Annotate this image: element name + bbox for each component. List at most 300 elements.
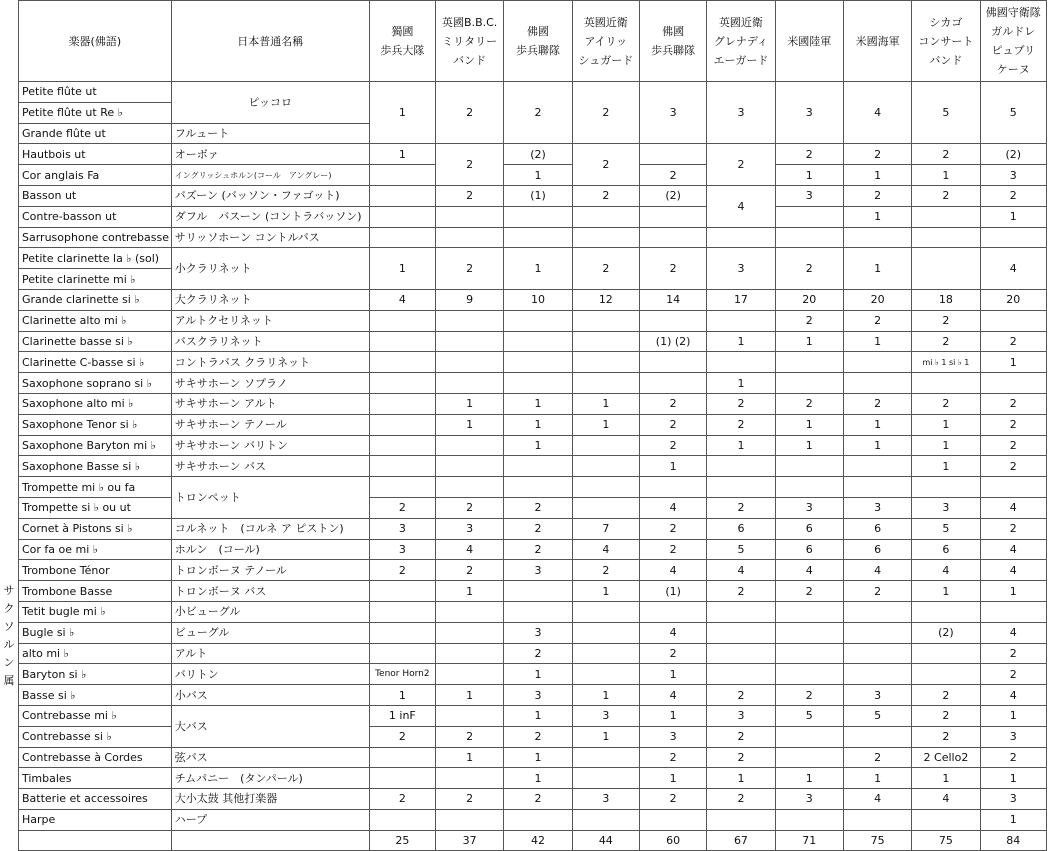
count-cell: 1 bbox=[912, 456, 980, 477]
count-cell: 1 bbox=[775, 165, 843, 186]
table-row bbox=[19, 373, 1047, 394]
count-cell: 2 bbox=[707, 747, 775, 768]
instrument-cell: Clarinette basse si ♭ bbox=[19, 331, 172, 352]
count-cell: 1 bbox=[843, 331, 911, 352]
table-row bbox=[19, 664, 1047, 685]
count-cell bbox=[572, 497, 639, 518]
count-cell bbox=[369, 747, 435, 768]
count-cell: 6 bbox=[912, 539, 980, 560]
count-cell bbox=[707, 643, 775, 664]
count-cell bbox=[639, 144, 706, 165]
count-cell: 1 bbox=[572, 726, 639, 747]
count-cell: 2 bbox=[572, 185, 639, 206]
japanese-name-cell: バズーン (バッソン・ファゴット) bbox=[171, 185, 369, 206]
instrument-cell: Batterie et accessoires bbox=[19, 789, 172, 810]
count-cell bbox=[369, 643, 435, 664]
count-cell: 2 bbox=[912, 685, 980, 706]
instrument-cell: Saxophone Baryton mi ♭ bbox=[19, 435, 172, 456]
japanese-name-cell: バスクラリネット bbox=[171, 331, 369, 352]
count-cell: 1 bbox=[980, 809, 1046, 830]
instrument-cell: Bugle si ♭ bbox=[19, 622, 172, 643]
count-cell: 1 bbox=[639, 664, 706, 685]
count-cell: 2 bbox=[775, 393, 843, 414]
instrument-cell: Trombone Ténor bbox=[19, 560, 172, 581]
table-row bbox=[19, 165, 1047, 186]
count-cell bbox=[843, 352, 911, 373]
count-cell: 3 bbox=[369, 518, 435, 539]
count-cell: 6 bbox=[775, 518, 843, 539]
total-cell: 75 bbox=[843, 830, 911, 851]
count-cell: 3 bbox=[775, 185, 843, 206]
count-cell: 3 bbox=[843, 497, 911, 518]
count-cell: 1 bbox=[843, 768, 911, 789]
table-row bbox=[19, 144, 1047, 165]
instrument-cell: alto mi ♭ bbox=[19, 643, 172, 664]
count-cell bbox=[369, 331, 435, 352]
count-cell: 14 bbox=[639, 289, 706, 310]
total-cell: 67 bbox=[707, 830, 775, 851]
table-row bbox=[19, 622, 1047, 643]
count-cell: 1 bbox=[369, 82, 435, 144]
header-instrument-french: 楽器(佛語) bbox=[19, 1, 172, 82]
count-cell bbox=[843, 456, 911, 477]
count-cell bbox=[572, 310, 639, 331]
count-cell: 5 bbox=[843, 705, 911, 726]
count-cell: Tenor Horn2 bbox=[369, 664, 435, 685]
count-cell: 3 bbox=[504, 622, 572, 643]
count-cell bbox=[572, 331, 639, 352]
count-cell: 4 bbox=[775, 560, 843, 581]
count-cell: 1 bbox=[369, 144, 435, 165]
count-cell: 4 bbox=[639, 560, 706, 581]
count-cell: 2 bbox=[843, 185, 911, 206]
count-cell bbox=[912, 601, 980, 622]
count-cell bbox=[980, 477, 1046, 498]
count-cell bbox=[843, 227, 911, 248]
count-cell: 2 bbox=[912, 331, 980, 352]
count-cell: 2 bbox=[504, 539, 572, 560]
count-cell: 2 bbox=[639, 414, 706, 435]
instrument-cell: Basse si ♭ bbox=[19, 685, 172, 706]
count-cell: 1 bbox=[775, 435, 843, 456]
count-cell: 6 bbox=[843, 518, 911, 539]
header-japanese-name: 日本普通名稱 bbox=[171, 1, 369, 82]
table-row bbox=[19, 581, 1047, 602]
count-cell bbox=[572, 809, 639, 830]
count-cell: 2 bbox=[707, 581, 775, 602]
count-cell: 1 bbox=[504, 768, 572, 789]
count-cell: 2 bbox=[707, 789, 775, 810]
count-cell: 7 bbox=[572, 518, 639, 539]
count-cell bbox=[369, 393, 435, 414]
count-cell: 2 bbox=[912, 393, 980, 414]
count-cell bbox=[369, 622, 435, 643]
count-cell bbox=[369, 456, 435, 477]
count-cell bbox=[572, 352, 639, 373]
count-cell bbox=[436, 477, 504, 498]
table-row bbox=[19, 227, 1047, 248]
count-cell bbox=[572, 477, 639, 498]
instrument-cell: Contrebasse mi ♭ bbox=[19, 705, 172, 726]
count-cell bbox=[775, 809, 843, 830]
table-row bbox=[19, 518, 1047, 539]
count-cell: 2 bbox=[980, 643, 1046, 664]
instrument-cell: Saxophone alto mi ♭ bbox=[19, 393, 172, 414]
count-cell: 2 bbox=[369, 560, 435, 581]
count-cell bbox=[436, 310, 504, 331]
count-cell: 1 bbox=[639, 705, 706, 726]
count-cell: 3 bbox=[369, 539, 435, 560]
count-cell bbox=[572, 227, 639, 248]
count-cell bbox=[707, 456, 775, 477]
count-cell: 2 bbox=[369, 497, 435, 518]
japanese-name-cell: 大バス bbox=[171, 705, 369, 747]
count-cell: 1 bbox=[639, 768, 706, 789]
japanese-name-cell: 弦バス bbox=[171, 747, 369, 768]
count-cell bbox=[572, 768, 639, 789]
count-cell bbox=[572, 206, 639, 227]
table-row bbox=[19, 705, 1047, 726]
count-cell bbox=[980, 373, 1046, 394]
count-cell bbox=[639, 601, 706, 622]
count-cell: 2 bbox=[504, 643, 572, 664]
count-cell: 2 bbox=[707, 414, 775, 435]
count-cell: 1 bbox=[843, 435, 911, 456]
count-cell bbox=[504, 206, 572, 227]
instrument-cell: Basson ut bbox=[19, 185, 172, 206]
japanese-name-cell: トロンペット bbox=[171, 477, 369, 519]
total-cell: 25 bbox=[369, 830, 435, 851]
count-cell bbox=[436, 331, 504, 352]
count-cell bbox=[775, 227, 843, 248]
table-row bbox=[19, 789, 1047, 810]
japanese-name-cell: 小ビューグル bbox=[171, 601, 369, 622]
count-cell: 10 bbox=[504, 289, 572, 310]
count-cell: 2 bbox=[572, 82, 639, 144]
header-band: 獨國 歩兵大隊 bbox=[369, 1, 435, 82]
count-cell: 1 bbox=[912, 768, 980, 789]
count-cell bbox=[912, 664, 980, 685]
count-cell: 1 bbox=[707, 768, 775, 789]
japanese-name-cell: サリッソホーン コントルバス bbox=[171, 227, 369, 248]
count-cell: 2 bbox=[707, 497, 775, 518]
count-cell: 2 bbox=[369, 789, 435, 810]
count-cell: 1 bbox=[775, 768, 843, 789]
count-cell bbox=[707, 601, 775, 622]
count-cell: 4 bbox=[980, 622, 1046, 643]
count-cell bbox=[639, 477, 706, 498]
count-cell bbox=[369, 809, 435, 830]
count-cell: 1 bbox=[980, 352, 1046, 373]
japanese-name-cell: 大クラリネット bbox=[171, 289, 369, 310]
count-cell bbox=[572, 373, 639, 394]
table-row bbox=[19, 643, 1047, 664]
count-cell: 4 bbox=[369, 289, 435, 310]
count-cell: 2 bbox=[707, 393, 775, 414]
count-cell bbox=[639, 809, 706, 830]
instrument-cell: Timbales bbox=[19, 768, 172, 789]
count-cell bbox=[436, 435, 504, 456]
count-cell: 3 bbox=[572, 789, 639, 810]
count-cell: 3 bbox=[504, 685, 572, 706]
count-cell: 1 bbox=[912, 435, 980, 456]
table-row bbox=[19, 560, 1047, 581]
count-cell: 2 bbox=[775, 685, 843, 706]
count-cell bbox=[912, 227, 980, 248]
count-cell: 4 bbox=[912, 789, 980, 810]
total-cell: 71 bbox=[775, 830, 843, 851]
count-cell: 20 bbox=[843, 289, 911, 310]
count-cell bbox=[775, 206, 843, 227]
header-band: 米國海軍 bbox=[843, 1, 911, 82]
count-cell: 1 bbox=[436, 581, 504, 602]
count-cell bbox=[369, 310, 435, 331]
count-cell bbox=[980, 601, 1046, 622]
count-cell: 5 bbox=[912, 82, 980, 144]
table-row bbox=[19, 82, 1047, 103]
count-cell bbox=[843, 622, 911, 643]
count-cell: 2 bbox=[843, 581, 911, 602]
table-row bbox=[19, 456, 1047, 477]
japanese-name-cell: ホルン (コール) bbox=[171, 539, 369, 560]
count-cell bbox=[504, 331, 572, 352]
count-cell: 17 bbox=[707, 289, 775, 310]
count-cell: 4 bbox=[980, 497, 1046, 518]
count-cell bbox=[775, 601, 843, 622]
count-cell: 1 bbox=[504, 165, 572, 186]
header-row bbox=[19, 1, 1047, 82]
count-cell bbox=[707, 664, 775, 685]
header-band: 佛國守衛隊 ガルドレ ピュブリ ケーヌ bbox=[980, 1, 1046, 82]
count-cell: 6 bbox=[775, 539, 843, 560]
count-cell bbox=[369, 373, 435, 394]
table-row bbox=[19, 539, 1047, 560]
count-cell: 3 bbox=[775, 789, 843, 810]
count-cell bbox=[572, 456, 639, 477]
count-cell bbox=[980, 310, 1046, 331]
count-cell: 2 bbox=[843, 144, 911, 165]
count-cell: 1 bbox=[775, 414, 843, 435]
instrument-cell: Cornet à Pistons si ♭ bbox=[19, 518, 172, 539]
count-cell: 1 bbox=[572, 685, 639, 706]
count-cell: 1 bbox=[504, 435, 572, 456]
total-cell: 44 bbox=[572, 830, 639, 851]
japanese-name-cell: サキサホーン ソプラノ bbox=[171, 373, 369, 394]
count-cell: 6 bbox=[843, 539, 911, 560]
instrument-cell: Trombone Basse bbox=[19, 581, 172, 602]
japanese-name-cell: 大小太鼓 其他打楽器 bbox=[171, 789, 369, 810]
count-cell: (2) bbox=[504, 144, 572, 165]
count-cell: 2 bbox=[572, 248, 639, 290]
table-row bbox=[19, 352, 1047, 373]
count-cell: 2 bbox=[843, 310, 911, 331]
count-cell: 2 bbox=[980, 393, 1046, 414]
count-cell bbox=[369, 414, 435, 435]
table-row bbox=[19, 393, 1047, 414]
japanese-name-cell: ハープ bbox=[171, 809, 369, 830]
count-cell bbox=[369, 435, 435, 456]
count-cell bbox=[980, 227, 1046, 248]
japanese-name-cell: ビューグル bbox=[171, 622, 369, 643]
count-cell bbox=[843, 664, 911, 685]
count-cell bbox=[707, 227, 775, 248]
count-cell: 3 bbox=[707, 82, 775, 144]
count-cell: 1 bbox=[369, 248, 435, 290]
header-band: 英國近衛 アイリッ シュガード bbox=[572, 1, 639, 82]
count-cell: 2 bbox=[639, 393, 706, 414]
count-cell bbox=[572, 643, 639, 664]
instrument-cell: Grande flûte ut bbox=[19, 123, 172, 144]
count-cell: 2 bbox=[707, 685, 775, 706]
count-cell: 2 bbox=[912, 185, 980, 206]
count-cell: 4 bbox=[707, 560, 775, 581]
count-cell bbox=[436, 352, 504, 373]
count-cell: 2 bbox=[436, 82, 504, 144]
count-cell: 3 bbox=[707, 705, 775, 726]
count-cell bbox=[436, 601, 504, 622]
count-cell bbox=[843, 726, 911, 747]
count-cell bbox=[504, 227, 572, 248]
count-cell bbox=[775, 622, 843, 643]
count-cell bbox=[843, 643, 911, 664]
count-cell bbox=[639, 310, 706, 331]
count-cell: 2 bbox=[775, 144, 843, 165]
count-cell bbox=[369, 185, 435, 206]
instrument-cell: Clarinette C-basse si ♭ bbox=[19, 352, 172, 373]
instrument-cell: Saxophone Tenor si ♭ bbox=[19, 414, 172, 435]
count-cell: 3 bbox=[436, 518, 504, 539]
count-cell bbox=[436, 643, 504, 664]
count-cell: 2 bbox=[639, 539, 706, 560]
count-cell bbox=[369, 477, 435, 498]
count-cell: 2 bbox=[707, 144, 775, 186]
header-band: 英國B.B.C. ミリタリー バンド bbox=[436, 1, 504, 82]
count-cell: 1 bbox=[436, 393, 504, 414]
table-row bbox=[19, 435, 1047, 456]
count-cell: 5 bbox=[775, 705, 843, 726]
count-cell: 1 bbox=[707, 331, 775, 352]
instrument-cell: Contrebasse à Cordes bbox=[19, 747, 172, 768]
count-cell: 4 bbox=[436, 539, 504, 560]
count-cell bbox=[572, 435, 639, 456]
count-cell bbox=[369, 768, 435, 789]
instrument-cell: Harpe bbox=[19, 809, 172, 830]
count-cell: 1 bbox=[980, 768, 1046, 789]
count-cell: (1) bbox=[504, 185, 572, 206]
table-row bbox=[19, 248, 1047, 269]
count-cell: 2 bbox=[843, 393, 911, 414]
total-cell: 42 bbox=[504, 830, 572, 851]
count-cell: 2 bbox=[504, 789, 572, 810]
table-row bbox=[19, 601, 1047, 622]
table-row bbox=[19, 206, 1047, 227]
count-cell: 2 bbox=[980, 664, 1046, 685]
table-row bbox=[19, 185, 1047, 206]
count-cell: (2) bbox=[639, 185, 706, 206]
count-cell bbox=[436, 705, 504, 726]
count-cell: 4 bbox=[980, 560, 1046, 581]
count-cell bbox=[843, 809, 911, 830]
count-cell: 2 bbox=[980, 331, 1046, 352]
count-cell: 2 bbox=[572, 560, 639, 581]
count-cell: 1 bbox=[572, 393, 639, 414]
count-cell: 5 bbox=[707, 539, 775, 560]
count-cell: 2 bbox=[436, 789, 504, 810]
count-cell bbox=[572, 747, 639, 768]
count-cell: 1 bbox=[504, 664, 572, 685]
instrument-cell: Clarinette alto mi ♭ bbox=[19, 310, 172, 331]
count-cell: 2 bbox=[912, 705, 980, 726]
table-row bbox=[19, 331, 1047, 352]
japanese-name-cell: サキサホーン アルト bbox=[171, 393, 369, 414]
count-cell: 1 bbox=[980, 705, 1046, 726]
count-cell: 2 bbox=[980, 456, 1046, 477]
count-cell: 1 bbox=[504, 747, 572, 768]
count-cell bbox=[912, 643, 980, 664]
count-cell: 12 bbox=[572, 289, 639, 310]
count-cell: 3 bbox=[843, 685, 911, 706]
table-row bbox=[19, 414, 1047, 435]
table-row bbox=[19, 685, 1047, 706]
count-cell: 3 bbox=[639, 726, 706, 747]
header-band: 米國陸軍 bbox=[775, 1, 843, 82]
count-cell bbox=[775, 352, 843, 373]
count-cell: 4 bbox=[980, 685, 1046, 706]
count-cell bbox=[436, 373, 504, 394]
count-cell bbox=[504, 477, 572, 498]
count-cell bbox=[369, 601, 435, 622]
count-cell bbox=[843, 601, 911, 622]
count-cell bbox=[912, 248, 980, 290]
count-cell bbox=[639, 373, 706, 394]
count-cell: 5 bbox=[980, 82, 1046, 144]
total-cell: 37 bbox=[436, 830, 504, 851]
totals-row bbox=[19, 830, 1047, 851]
instrument-cell: Petite clarinette la ♭ (sol) bbox=[19, 248, 172, 269]
count-cell: 4 bbox=[980, 248, 1046, 290]
total-cell: 84 bbox=[980, 830, 1046, 851]
instrument-cell: Contrebasse si ♭ bbox=[19, 726, 172, 747]
count-cell: 18 bbox=[912, 289, 980, 310]
count-cell: 1 bbox=[980, 581, 1046, 602]
count-cell bbox=[775, 477, 843, 498]
count-cell: 1 bbox=[843, 165, 911, 186]
count-cell bbox=[504, 581, 572, 602]
count-cell: 1 bbox=[572, 581, 639, 602]
count-cell: 2 bbox=[639, 789, 706, 810]
count-cell bbox=[912, 809, 980, 830]
count-cell: (2) bbox=[980, 144, 1046, 165]
count-cell bbox=[504, 373, 572, 394]
count-cell bbox=[775, 643, 843, 664]
count-cell: 1 bbox=[775, 331, 843, 352]
japanese-name-cell: トロンボーヌ バス bbox=[171, 581, 369, 602]
count-cell: 1 bbox=[436, 414, 504, 435]
count-cell bbox=[504, 809, 572, 830]
count-cell: 1 bbox=[912, 581, 980, 602]
count-cell bbox=[436, 227, 504, 248]
count-cell: 2 Cello2 bbox=[912, 747, 980, 768]
count-cell bbox=[369, 352, 435, 373]
count-cell: 2 bbox=[436, 497, 504, 518]
count-cell: 2 bbox=[436, 185, 504, 206]
count-cell: 2 bbox=[639, 643, 706, 664]
count-cell bbox=[504, 601, 572, 622]
count-cell: 2 bbox=[775, 310, 843, 331]
count-cell: 1 bbox=[504, 248, 572, 290]
count-cell: 1 bbox=[504, 705, 572, 726]
count-cell bbox=[436, 622, 504, 643]
